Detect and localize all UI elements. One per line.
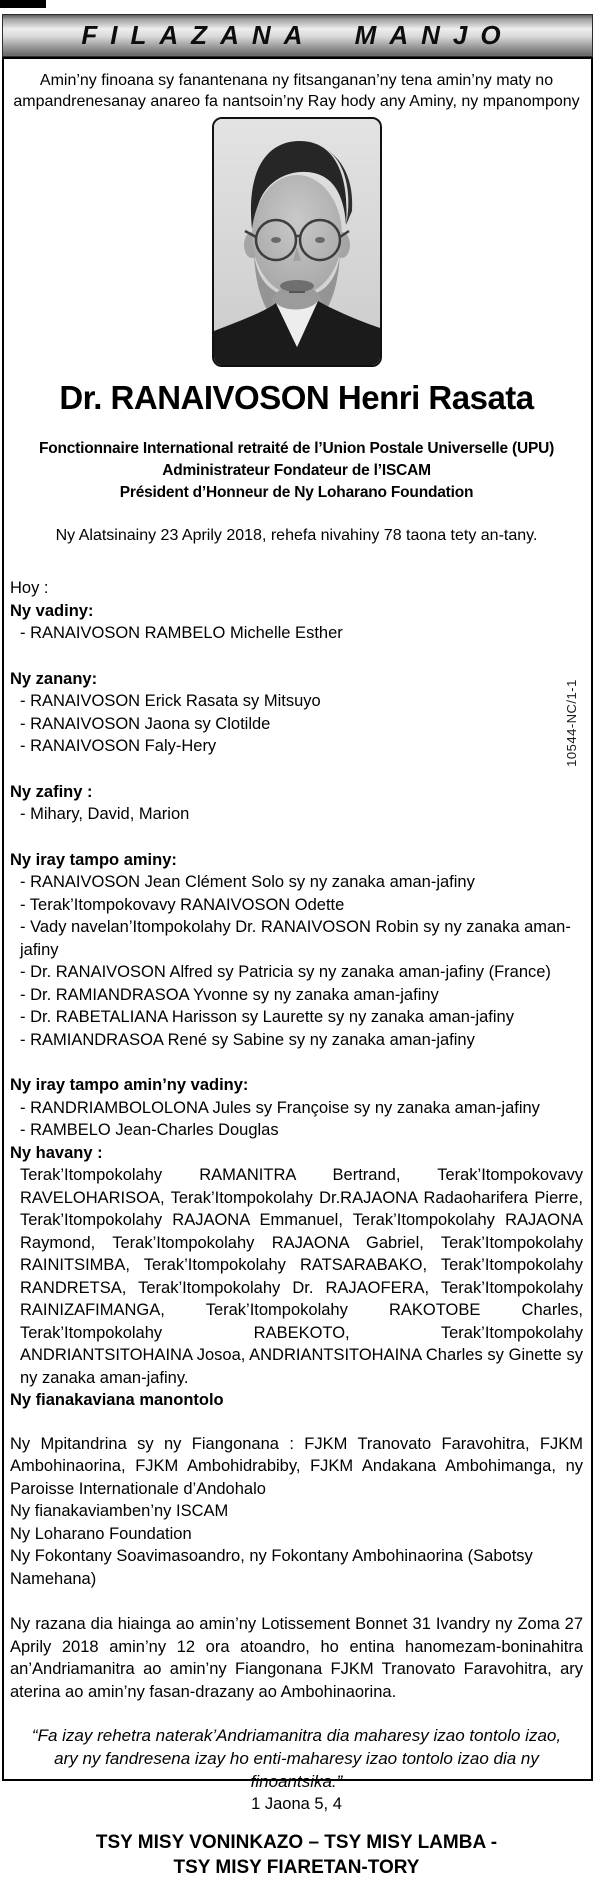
family-member-item: - Dr. RANAIVOSON Alfred sy Patricia sy ny zanaka aman-jafiny (France) — [20, 963, 551, 982]
section-heading: Ny zanany: — [10, 669, 98, 688]
institutions-block — [10, 1433, 583, 1591]
family-member-item: - RANDRIAMBOLOLONA Jules sy Françoise sy ny zanaka aman-jafiny — [20, 1098, 540, 1117]
family-member-item: - Terak’Itompokovavy RANAIVOSON Odette — [20, 895, 345, 914]
family-closing-line: Ny fianakaviana manontolo — [10, 1391, 224, 1410]
scripture-quote-line-1: “Fa izay rehetra naterak’Andriamanitra dia maharesy izao tontolo izao, — [31, 1726, 562, 1746]
photo-frame — [212, 117, 382, 367]
title-line-2: Administrateur Fondateur de l’ISCAM — [162, 462, 431, 480]
announcement-sheet — [2, 57, 593, 1879]
section-heading: Ny iray tampo amin’ny vadiny: — [10, 1076, 249, 1095]
family-section-vadiny — [10, 600, 583, 645]
death-date-line: Ny Alatsinainy 23 Aprily 2018, rehefa nivahiny 78 taona tety an-tany. — [55, 527, 538, 545]
institution-line: Ny Loharano Foundation — [10, 1524, 192, 1543]
family-section-iray-tampo-vadiny — [10, 1074, 583, 1142]
closing-motto-line-1: TSY MISY VONINKAZO – TSY MISY LAMBA - — [95, 1832, 498, 1854]
family-member-item: - RANAIVOSON Jean Clément Solo sy ny zanaka aman-jafiny — [20, 873, 475, 892]
section-heading: Ny vadiny: — [10, 601, 94, 620]
deceased-titles — [10, 438, 583, 504]
family-member-item: - RANAIVOSON Jaona sy Clotilde — [20, 714, 271, 733]
scripture-reference: 1 Jaona 5, 4 — [251, 1795, 342, 1814]
family-member-item: - Dr. RAMIANDRASOA Yvonne sy ny zanaka aman-jafiny — [20, 985, 439, 1004]
family-member-item: - Mihary, David, Marion — [20, 805, 190, 824]
institution-line: Ny Mpitandrina sy ny Fiangonana : FJKM Tranovato Faravohitra, FJKM Ambohinaorina, FJKM Ambohidrabiby, FJKM Andakana Ambohimanga, ny Paroisse Internationale d’Andohalo — [10, 1434, 583, 1498]
deceased-name: Dr. RANAIVOSON Henri Rasata — [59, 379, 534, 416]
family-section-zafiny — [10, 781, 583, 826]
closing-motto — [10, 1830, 583, 1880]
title-line-3: Président d’Honneur de Ny Loharano Foundation — [119, 484, 474, 502]
institution-line: Ny Fokontany Soavimasoandro, ny Fokontany Ambohinaorina (Sabotsy Namehana) — [10, 1547, 533, 1588]
family-member-item: - Vady navelan’Itompokolahy Dr. RANAIVOSON Robin sy ny zanaka aman-jafiny — [20, 918, 571, 959]
family-member-item: - RANAIVOSON Faly-Hery — [20, 737, 217, 756]
portrait-photo — [214, 119, 380, 365]
section-heading: Ny zafiny : — [10, 782, 93, 801]
family-section-havany — [10, 1142, 583, 1412]
havany-heading: Ny havany : — [10, 1143, 103, 1162]
family-section-zanany — [10, 668, 583, 758]
institution-line: Ny fianakaviamben’ny ISCAM — [10, 1502, 229, 1521]
scripture-quote-line-2: ary ny fandresena izay ho enti-maharesy izao tontolo izao dia ny finoantsika.” — [54, 1749, 539, 1792]
funeral-paragraph: Ny razana dia hiainga ao amin’ny Lotissement Bonnet 31 Ivandry ny Zoma 27 Aprily 2018 amin’ny 12 ora atoandro, ho entina hanomezam-boninahitra an’Andriamanitra ao amin’ny Fiangonana FJKM Tranovato Faravohitra, ary aterina ao amin’ny fasan-drazany ao Ambohinaorina. — [10, 1615, 583, 1701]
family-member-item: - RAMBELO Jean-Charles Douglas — [20, 1121, 279, 1140]
title-line-1: Fonctionnaire International retraité de l’Union Postale Universelle (UPU) — [38, 440, 555, 458]
reference-number: 10544-NC/1-1 — [564, 679, 579, 767]
family-member-item: - Dr. RABETALIANA Harisson sy Laurette sy ny zanaka aman-jafiny — [20, 1008, 514, 1027]
family-member-item: - RANAIVOSON RAMBELO Michelle Esther — [20, 624, 343, 643]
scan-artifact-mark — [0, 0, 46, 8]
intro-text — [10, 70, 583, 112]
family-member-item: - RAMIANDRASOA René sy Sabine sy ny zanaka aman-jafiny — [20, 1030, 475, 1049]
section-heading: Ny iray tampo aminy: — [10, 850, 177, 869]
closing-motto-line-2: TSY MISY FIARETAN-TORY — [173, 1857, 420, 1879]
family-section-iray-tampo — [10, 849, 583, 1052]
intro-line-2: ampandrenesanay anareo fa nantsoin’ny Ray hody any Aminy, ny mpanompony — [13, 93, 580, 110]
masthead-banner — [2, 14, 593, 57]
sheet-content — [4, 70, 591, 1880]
family-member-item: - RANAIVOSON Erick Rasata sy Mitsuyo — [20, 692, 321, 711]
intro-line-1: Amin’ny finoana sy fanantenana ny fitsanganan’ny tena amin’ny maty no — [39, 72, 554, 89]
havany-paragraph: Terak’Itompokolahy RAMANITRA Bertrand, Terak’Itompokovavy RAVELOHARISOA, Terak’Itompokolahy Dr.RAJAONA Radaoharifera Pierre, Terak’Itompokolahy RAJAONA Emmanuel, Terak’Itompokolahy RAJAONA Raymond, Terak’Itompokolahy RAJAONA Gabriel, Terak’Itompokolahy RAINITSIMBA, Terak’Itompokolahy RATSARABAKO, Terak’Itompokolahy RANDRETSA, Terak’Itompokolahy Dr. RAJAOFERA, Terak’Itompokolahy RAINIZAFIMANGA, Terak’Itompokolahy RAKOTOBE Charles, Terak’Itompokolahy RABEKOTO, Terak’Itompokolahy ANDRIANTSITOHAINA Josoa, ANDRIANTSITOHAINA Charles sy Ginette sy ny zanaka aman-jafiny. — [20, 1166, 583, 1387]
hoy-label: Hoy : — [10, 579, 49, 598]
masthead-title: FILAZANA MANJO — [81, 20, 514, 50]
scripture-quote — [10, 1724, 583, 1816]
